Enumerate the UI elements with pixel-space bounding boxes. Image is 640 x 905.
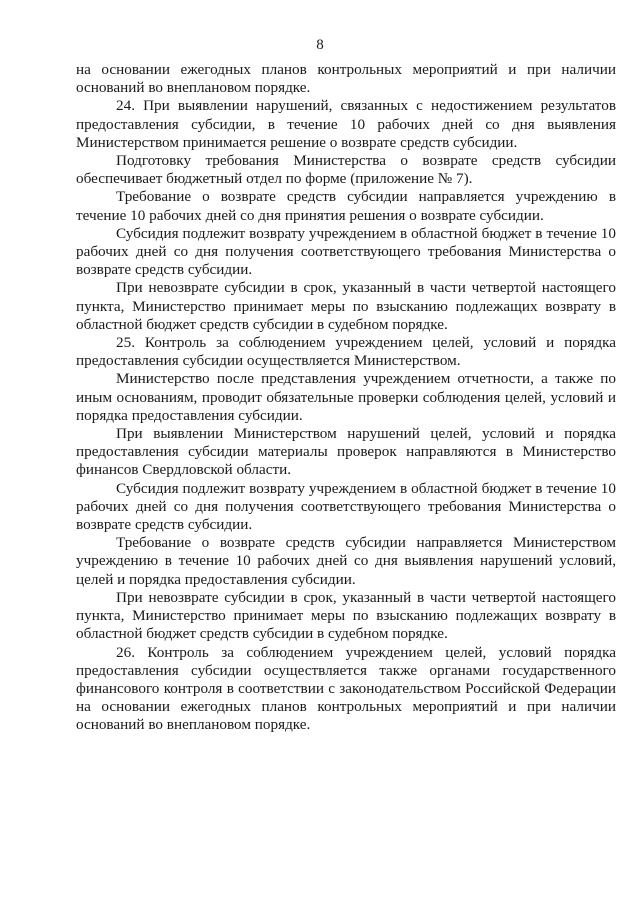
paragraph: Требование о возврате средств субсидии направляется учреждению в течение 10 рабочих дней со дня принятия решения о возврате субсидии. (76, 188, 616, 224)
paragraph: Министерство после представления учреждением отчетности, а также по иным основаниям, проводит обязательные проверки соблюдения целей, условий и порядка предоставления субсидии. (76, 370, 616, 424)
paragraph-item-25: 25. Контроль за соблюдением учреждением целей, условий и порядка предоставления субсидии осуществляется Министерством. (76, 334, 616, 370)
paragraph: Субсидия подлежит возврату учреждением в областной бюджет в течение 10 рабочих дней со дня получения соответствующего требования Министерства о возврате средств субсидии. (76, 224, 616, 279)
paragraph-continuation: на основании ежегодных планов контрольных мероприятий и при наличии оснований во внеплановом порядке. (76, 61, 616, 97)
paragraph: Подготовку требования Министерства о возврате средств субсидии обеспечивает бюджетный отдел по форме (приложение № 7). (76, 152, 616, 188)
paragraph-item-26: 26. Контроль за соблюдением учреждением целей, условий порядка предоставления субсидии осуществляется также органами государственного финансового контроля в соответствии с законодательством Российской Федерации на основании ежегодных планов контрольных мероприятий и при наличии оснований во внеплановом порядке. (76, 643, 616, 734)
document-body (76, 61, 616, 735)
page-number: 8 (316, 37, 324, 53)
paragraph: Требование о возврате средств субсидии направляется Министерством учреждению в течение 10 рабочих дней со дня выявления нарушений условий, целей и порядка предоставления субсидии. (76, 534, 616, 588)
paragraph: При невозврате субсидии в срок, указанный в части четвертой настоящего пункта, Министерство принимает меры по взысканию подлежащих возврату в областной бюджет средств субсидии в судебном порядке. (76, 279, 616, 333)
paragraph-item-24: 24. При выявлении нарушений, связанных с недостижением результатов предоставления субсидии, в течение 10 рабочих дней со дня выявления Министерством принимается решение о возврате средств субсидии. (76, 97, 616, 151)
paragraph: Субсидия подлежит возврату учреждением в областной бюджет в течение 10 рабочих дней со дня получения соответствующего требования Министерства о возврате средств субсидии. (76, 479, 616, 534)
paragraph: При невозврате субсидии в срок, указанный в части четвертой настоящего пункта, Министерство принимает меры по взысканию подлежащих возврату в областной бюджет средств субсидии в судебном порядке. (76, 588, 616, 643)
paragraph: При выявлении Министерством нарушений целей, условий и порядка предоставления субсидии материалы проверок направляются в Министерство финансов Свердловской области. (76, 425, 616, 479)
